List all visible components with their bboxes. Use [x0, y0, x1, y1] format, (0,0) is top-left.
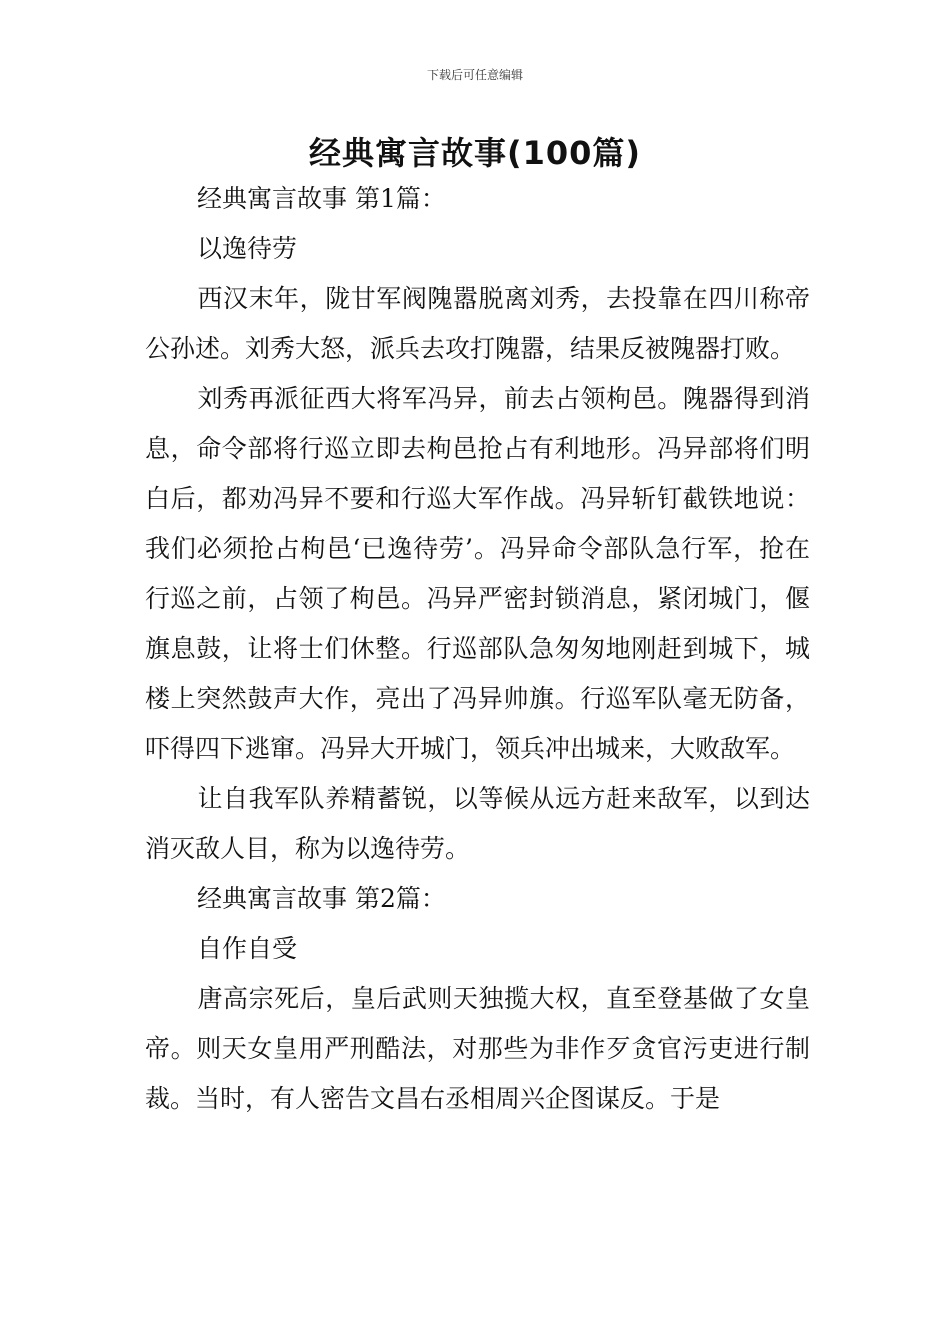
- story-title: 以逸待劳: [197, 234, 298, 263]
- story-title: 自作自受: [197, 934, 298, 963]
- document-body: [145, 174, 810, 1124]
- paragraph: 让自我军队养精蓄锐，以等候从远方赶来敌军，以到达消灭敌人目，称为以逸待劳。: [145, 784, 810, 863]
- section-heading: 经典寓言故事 第2篇：: [197, 884, 446, 913]
- section-heading: 经典寓言故事 第1篇：: [197, 184, 446, 213]
- paragraph: 唐高宗死后，皇后武则天独揽大权，直至登基做了女皇帝。则天女皇用严刑酷法，对那些为非作歹贪官污吏进行制裁。当时，有人密告文昌右丞相周兴企图谋反。于是: [145, 984, 810, 1113]
- document-title: 经典寓言故事(100篇): [308, 134, 642, 172]
- paragraph: 西汉末年，陇甘军阀隗嚣脱离刘秀，去投靠在四川称帝公孙述。刘秀大怒，派兵去攻打隗嚣，结果反被隗器打败。: [145, 284, 810, 363]
- paragraph: 刘秀再派征西大将军冯异，前去占领枸邑。隗器得到消息，命令部将行巡立即去枸邑抢占有利地形。冯异部将们明白后，都劝冯异不要和行巡大军作战。冯异斩钉截铁地说：我们必须抢占枸邑‘已逸待劳’。冯异命令部队急行军，抢在行巡之前，占领了枸邑。冯异严密封锁消息，紧闭城门，偃旗息鼓，让将士们休整。行巡部队急匆匆地刚赶到城下，城楼上突然鼓声大作，亮出了冯异帅旗。行巡军队毫无防备，吓得四下逃窜。冯异大开城门，领兵冲出城来，大败敌军。: [145, 384, 810, 763]
- header-note: 下载后可任意编辑: [426, 68, 523, 82]
